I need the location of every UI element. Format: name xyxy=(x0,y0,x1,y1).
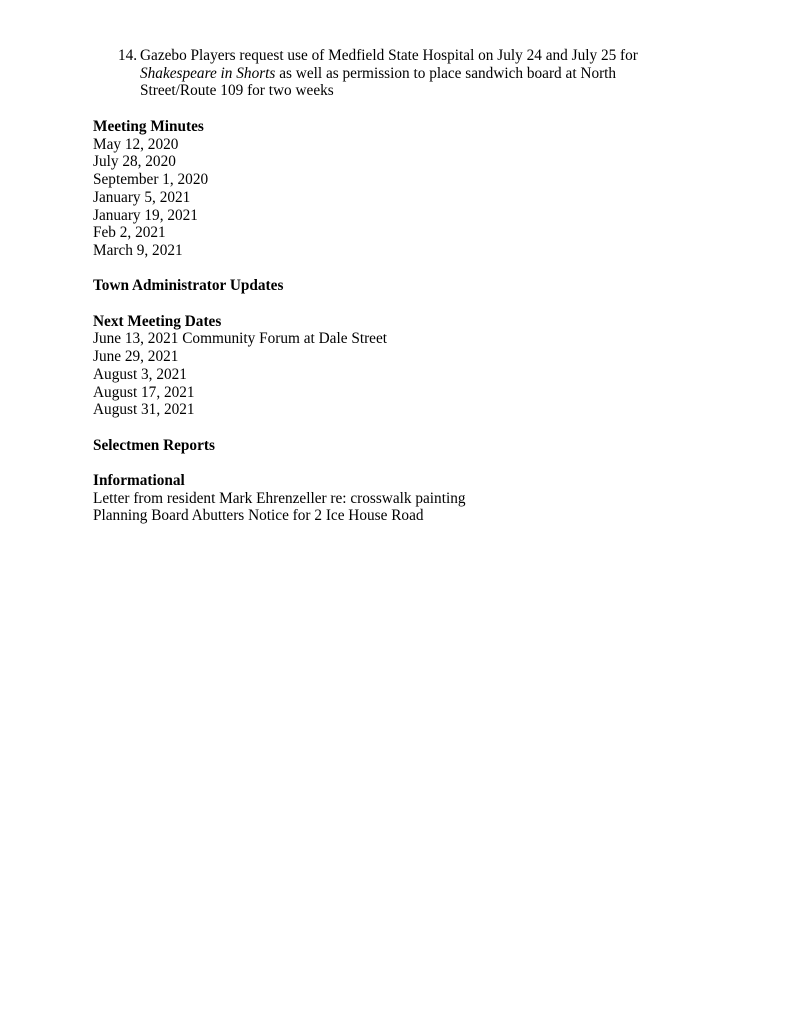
minutes-date: July 28, 2020 xyxy=(93,153,176,171)
selectmen-heading: Selectmen Reports xyxy=(93,436,215,454)
agenda-item-14 xyxy=(118,47,678,100)
informational-item: Planning Board Abutters Notice for 2 Ice House Road xyxy=(93,507,424,525)
meeting-date: June 29, 2021 xyxy=(93,348,179,366)
minutes-date: Feb 2, 2021 xyxy=(93,224,166,242)
agenda-item-text-after: as well as permission to place sandwich board at North Street/Route 109 for two weeks xyxy=(140,64,617,100)
minutes-date: January 19, 2021 xyxy=(93,206,198,224)
next-meetings-section xyxy=(93,313,713,419)
meeting-date: August 3, 2021 xyxy=(93,365,187,383)
informational-section xyxy=(93,472,713,525)
document-body xyxy=(93,118,713,543)
meeting-minutes-heading: Meeting Minutes xyxy=(93,118,204,135)
minutes-date: March 9, 2021 xyxy=(93,241,183,259)
minutes-date: January 5, 2021 xyxy=(93,188,191,206)
agenda-item-number: 14. xyxy=(118,47,138,64)
informational-item: Letter from resident Mark Ehrenzeller re: crosswalk painting xyxy=(93,489,466,507)
agenda-item-italic-title: Shakespeare in Shorts xyxy=(140,64,276,82)
meeting-date: June 13, 2021 Community Forum at Dale Street xyxy=(93,330,388,348)
town-admin-heading: Town Administrator Updates xyxy=(93,277,284,295)
next-meetings-heading: Next Meeting Dates xyxy=(93,312,222,330)
meeting-date: August 17, 2021 xyxy=(93,383,195,401)
informational-heading: Informational xyxy=(93,472,185,489)
agenda-item-text xyxy=(140,47,678,100)
agenda-item-text-before: Gazebo Players request use of Medfield State Hospital on July 24 and July 25 for xyxy=(140,47,638,64)
town-admin-section xyxy=(93,277,713,295)
minutes-date: September 1, 2020 xyxy=(93,171,209,189)
meeting-minutes-section xyxy=(93,118,713,260)
meeting-date: August 31, 2021 xyxy=(93,401,195,419)
minutes-date: May 12, 2020 xyxy=(93,135,179,153)
selectmen-section xyxy=(93,437,713,455)
